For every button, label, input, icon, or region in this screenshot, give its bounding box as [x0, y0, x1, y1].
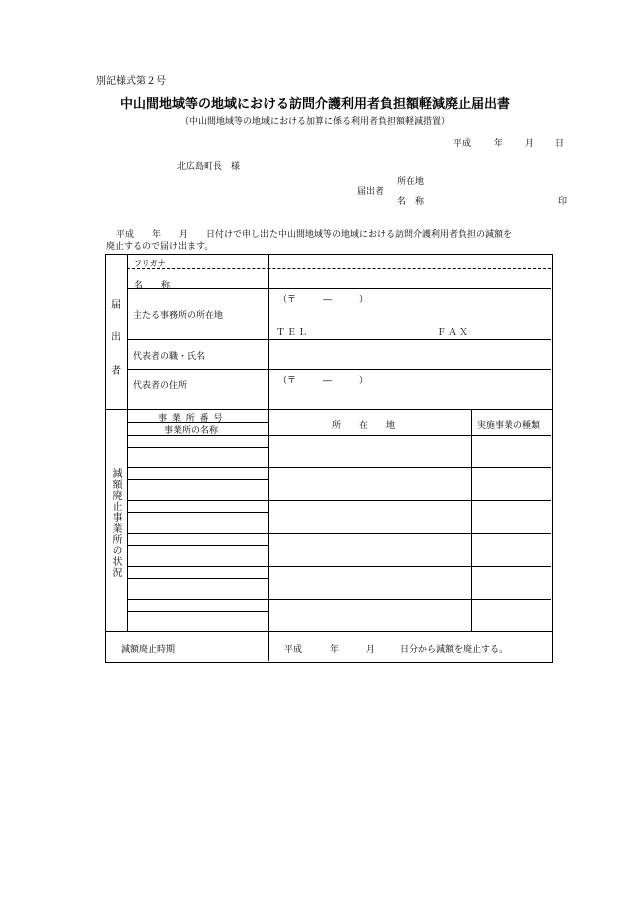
abolition-year: 年: [330, 645, 340, 655]
main-office-address-label: 主たる事務所の所在地: [133, 311, 224, 321]
abolition-text: 日分から減額を廃止する。: [400, 645, 509, 655]
date-day: 日: [555, 139, 565, 149]
side-label-sha: 者: [111, 366, 121, 377]
applicant-value-divider: [268, 255, 269, 409]
side-label-column-divider: [127, 255, 128, 631]
date-month: 月: [525, 139, 535, 149]
representative-title-name-label: 代表者の職・氏名: [133, 352, 206, 362]
furigana-divider: [127, 268, 551, 269]
side-label-todoke: 届: [111, 300, 121, 311]
addressee: 北広島町長 様: [177, 162, 241, 172]
offices-type-divider: [471, 409, 472, 631]
footer-divider: [105, 631, 552, 632]
abolition-month: 月: [366, 645, 376, 655]
offices-side-label: 減額廃止事業所の状況: [110, 468, 121, 578]
postal-code-field-1: （〒 ― ）: [278, 295, 369, 305]
offices-header-divider: [127, 435, 551, 436]
page-subtitle: （中山間地域等の地域における加算に係る利用者負担額軽減措置）: [179, 117, 450, 127]
col-office-number: 事 業 所 番 号: [158, 414, 224, 424]
body-text-line-1: 平成 年 月 日付けで申し出た中山間地域等の地域における訪問介護利用者負担の減額を: [116, 230, 513, 240]
seal-mark: 印: [558, 197, 568, 207]
applicant-name-label: 名 称: [397, 197, 425, 207]
representative-address-label: 代表者の住所: [133, 381, 188, 391]
furigana-label: フリガナ: [134, 259, 166, 268]
tel-label: ＴＥＬ: [276, 328, 310, 338]
abolition-era: 平成: [284, 645, 303, 655]
date-year: 年: [494, 139, 504, 149]
side-label-de: 出: [111, 332, 121, 343]
date-era: 平成: [453, 139, 472, 149]
col-service-type: 実施事業の種類: [477, 421, 541, 431]
page-title: 中山間地域等の地域における訪問介護利用者負担額軽減廃止届出書: [119, 97, 510, 112]
applicant-address-label: 所在地: [397, 177, 425, 187]
col-office-name: 事業所の名称: [164, 426, 219, 436]
abolition-period-label: 減額廃止時期: [121, 645, 176, 655]
postal-code-field-2: （〒 ― ）: [278, 376, 369, 386]
form-number: 別記様式第２号: [96, 76, 166, 87]
applicant-label: 届出者: [357, 187, 385, 197]
name-label: 名 称: [134, 281, 171, 291]
col-location: 所 在 地: [332, 421, 396, 431]
fax-label: ＦＡＸ: [437, 328, 471, 338]
body-text-line-2: 廃止するので届け出ます。: [106, 242, 214, 252]
offices-location-divider: [268, 409, 269, 661]
section-divider: [105, 409, 552, 410]
